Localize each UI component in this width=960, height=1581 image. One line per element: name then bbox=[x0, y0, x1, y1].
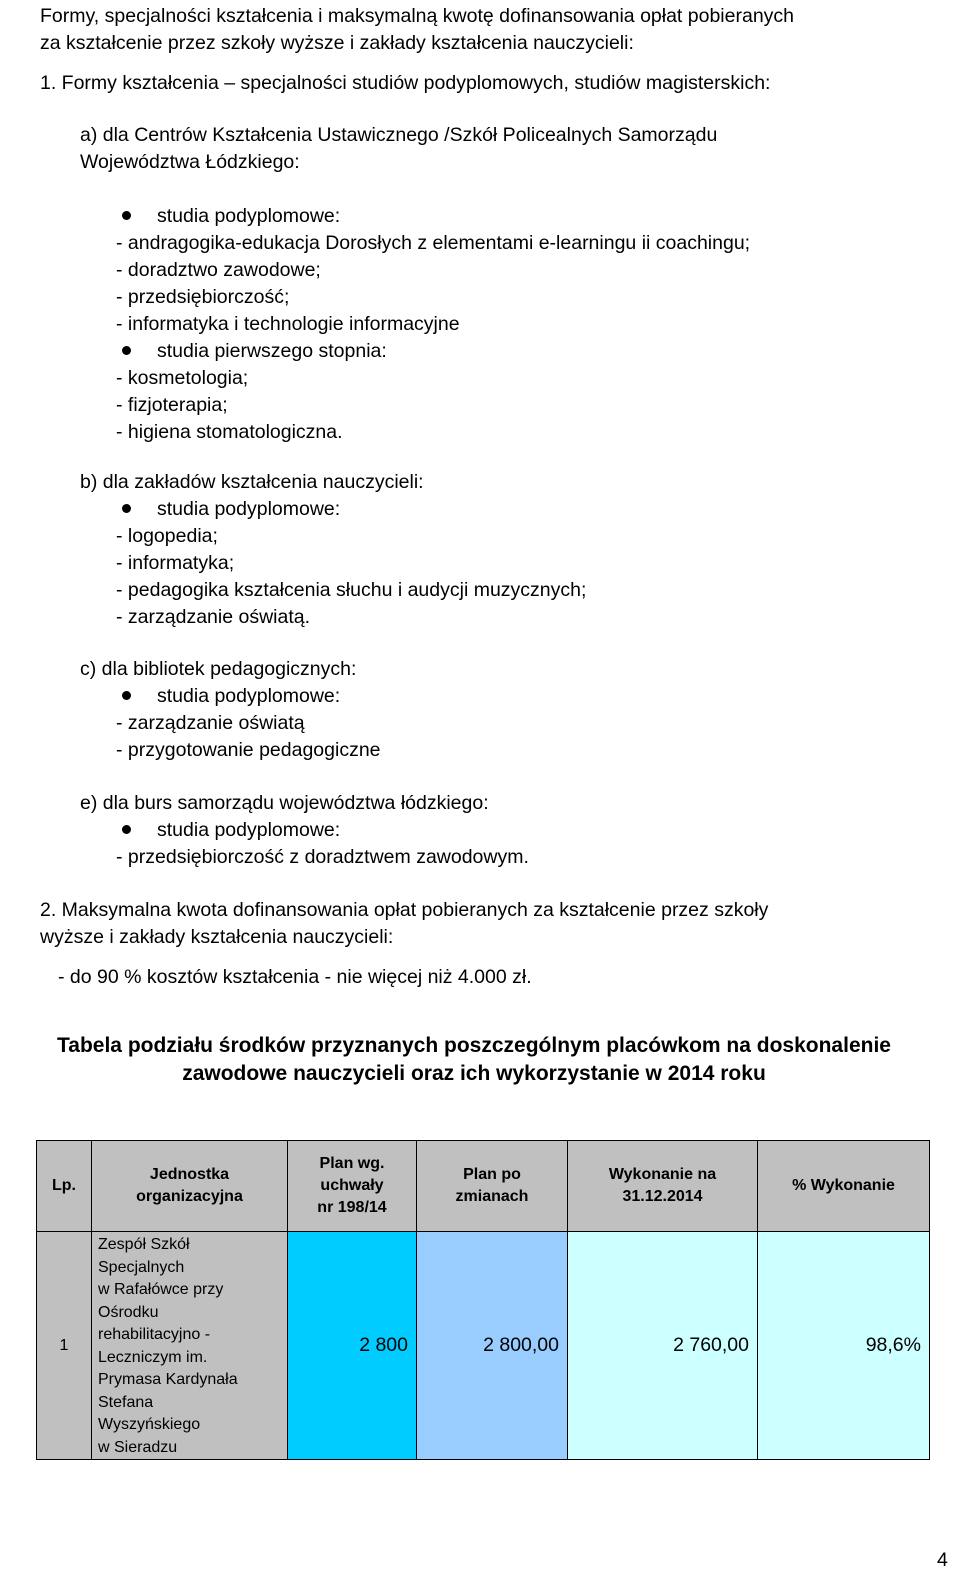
intro-line-1: Formy, specjalności kształcenia i maksymalną kwotę dofinansowania opłat pobieranych bbox=[40, 5, 795, 27]
section-b-item: - logopedia; bbox=[116, 525, 218, 547]
section-a-item: - kosmetologia; bbox=[116, 367, 249, 389]
section-a-item: - przedsiębiorczość; bbox=[116, 286, 290, 308]
section-a-item: - fizjoterapia; bbox=[116, 394, 228, 416]
section-b-item: - informatyka; bbox=[116, 552, 235, 574]
section-a-heading-2: Województwa Łódzkiego: bbox=[80, 151, 300, 173]
section-a-heading-1: a) dla Centrów Kształcenia Ustawicznego /Szkół Policealnych Samorządu bbox=[80, 124, 718, 146]
section-b-heading: b) dla zakładów kształcenia nauczycieli: bbox=[80, 471, 424, 493]
cell-plan-after: 2 800,00 bbox=[417, 1232, 568, 1460]
bullet-icon bbox=[122, 825, 131, 834]
table-row bbox=[37, 1232, 930, 1460]
section-c-bullet: studia podyplomowe: bbox=[157, 685, 341, 707]
section-a-item: - higiena stomatologiczna. bbox=[116, 421, 343, 443]
section-c-item: - zarządzanie oświatą bbox=[116, 712, 305, 734]
table-title-line-2: zawodowe nauczycieli oraz ich wykorzystanie w 2014 roku bbox=[182, 1062, 766, 1085]
bullet-icon bbox=[122, 346, 131, 355]
section-a-item: - doradztwo zawodowe; bbox=[116, 259, 321, 281]
section-a-bullet-1: studia podyplomowe: bbox=[157, 205, 341, 227]
cell-exec: 2 760,00 bbox=[568, 1232, 758, 1460]
header-lp: Lp. bbox=[37, 1141, 92, 1232]
bullet-icon bbox=[122, 691, 131, 700]
point-1-heading: 1. Formy kształcenia – specjalności studiów podyplomowych, studiów magisterskich: bbox=[40, 72, 771, 94]
section-c-heading: c) dla bibliotek pedagogicznych: bbox=[80, 658, 357, 680]
section-b-item: - zarządzanie oświatą. bbox=[116, 606, 311, 628]
section-a-item: - andragogika-edukacja Dorosłych z elementami e-learningu ii coachingu; bbox=[116, 232, 751, 254]
section-a-bullet-2: studia pierwszego stopnia: bbox=[157, 340, 387, 362]
intro-line-2: za kształcenie przez szkoły wyższe i zakłady kształcenia nauczycieli: bbox=[40, 32, 634, 54]
funding-limit: - do 90 % kosztów kształcenia - nie więcej niż 4.000 zł. bbox=[58, 966, 532, 988]
header-plan: Plan wg. uchwały nr 198/14 bbox=[288, 1141, 417, 1232]
allocation-table bbox=[36, 1140, 930, 1460]
header-pct: % Wykonanie bbox=[758, 1141, 930, 1232]
section-b-item: - pedagogika kształcenia słuchu i audycji muzycznych; bbox=[116, 579, 587, 601]
page-number: 4 bbox=[937, 1549, 948, 1571]
point-2-line-1: 2. Maksymalna kwota dofinansowania opłat pobieranych za kształcenie przez szkoły bbox=[40, 899, 769, 921]
header-unit: Jednostka organizacyjna bbox=[92, 1141, 288, 1232]
section-e-item: - przedsiębiorczość z doradztwem zawodowym. bbox=[116, 846, 529, 868]
cell-lp: 1 bbox=[37, 1232, 92, 1460]
bullet-icon bbox=[122, 504, 131, 513]
header-exec: Wykonanie na 31.12.2014 bbox=[568, 1141, 758, 1232]
bullet-icon bbox=[122, 211, 131, 220]
cell-unit: Zespół Szkół Specjalnych w Rafałówce przy Ośrodku rehabilitacyjno - Leczniczym im. Prymasa Kardynała Stefana Wyszyńskiego w Sieradzu bbox=[92, 1232, 288, 1460]
cell-plan: 2 800 bbox=[288, 1232, 417, 1460]
section-c-item: - przygotowanie pedagogiczne bbox=[116, 739, 381, 761]
cell-pct: 98,6% bbox=[758, 1232, 930, 1460]
header-plan-after: Plan po zmianach bbox=[417, 1141, 568, 1232]
table-title-line-1: Tabela podziału środków przyznanych poszczególnym placówkom na doskonalenie bbox=[57, 1034, 891, 1057]
section-e-heading: e) dla burs samorządu województwa łódzkiego: bbox=[80, 792, 489, 814]
table-header-row bbox=[37, 1141, 930, 1232]
section-a-item: - informatyka i technologie informacyjne bbox=[116, 313, 460, 335]
section-e-bullet: studia podyplomowe: bbox=[157, 819, 341, 841]
section-b-bullet: studia podyplomowe: bbox=[157, 498, 341, 520]
point-2-line-2: wyższe i zakłady kształcenia nauczycieli: bbox=[40, 926, 394, 948]
